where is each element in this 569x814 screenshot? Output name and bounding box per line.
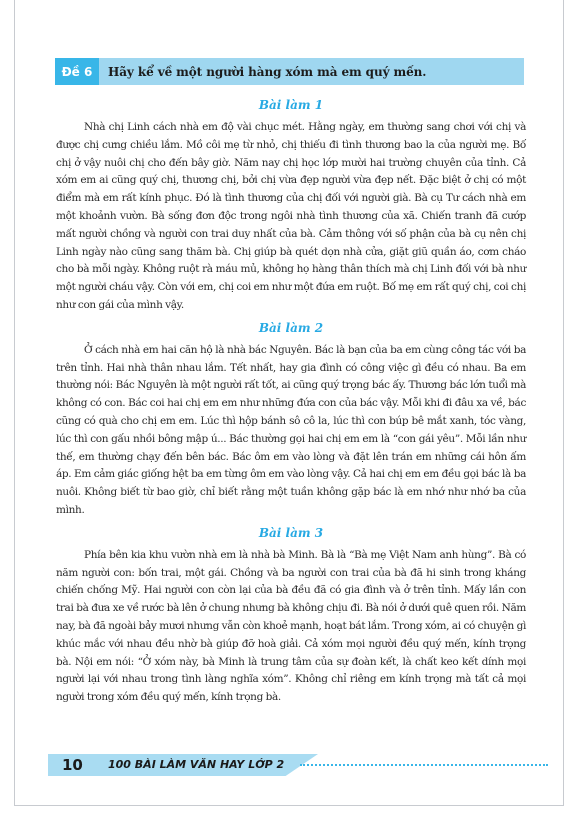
essay-content <box>56 92 526 707</box>
exercise-prompt: Hãy kể về một người hàng xóm mà em quý mến. <box>108 64 427 79</box>
section-paragraph: Phía bên kia khu vườn nhà em là nhà bà Minh. Bà là “Bà mẹ Việt Nam anh hùng”. Bà có năm người con: bốn trai, một gái. Chồng và ba người con trai của bà đã hi sinh trong kháng chiến chống Mỹ. Hai người con còn lại của bà đều đã có gia đình và ở trên tỉnh. Mấy lần con trai bà đưa xe về rước bà lên ở chung nhưng bà không chịu đi. Bà nói ở dưới quê quen rồi. Năm nay, bà đã ngoài bảy mươi nhưng vẫn còn khoẻ mạnh, hoạt bát lắm. Trong xóm, ai có chuyện gì khúc mắc với nhau đều nhờ bà giúp đỡ hoà giải. Cả xóm mọi người đều quý mến, kính trọng bà. Nội em nói: “Ở xóm này, bà Minh là trung tâm của sự đoàn kết, là chất keo kết dính mọi người lại với nhau trong tình làng nghĩa xóm”. Không chỉ riêng em kính trọng mà tất cả mọi người trong xóm đều quý mến, kính trọng bà. <box>56 548 526 704</box>
book-title: 100 BÀI LÀM VĂN HAY LỚP 2 <box>108 758 285 771</box>
section-title: Bài làm 3 <box>258 525 324 540</box>
exercise-header <box>55 58 524 85</box>
section-title: Bài làm 2 <box>258 320 324 335</box>
footer-dotted-rule <box>300 764 548 766</box>
essay-section-2 <box>56 321 526 520</box>
page-footer <box>32 754 552 776</box>
section-paragraph: Ở cách nhà em hai căn hộ là nhà bác Nguyên. Bác là bạn của ba em cùng công tác với ba trên tỉnh. Hai nhà thân nhau lắm. Tết nhất, hay gia đình có công việc gì đều có nhau. Ba em thường nói: Bác Nguyên là một người rất tốt, ai cũng quý trọng bác ấy. Thương bác lớn tuổi mà không có con. Bác coi hai chị em em như những đứa con của bác vậy. Mỗi khi đi đâu xa về, bác cũng có quà cho chị em em. Lúc thì hộp bánh sô cô la, lúc thì con búp bê mắt xanh, tóc vàng, lúc thì con gấu nhồi bông mập ú... Bác thường gọi hai chị em em là “con gái yêu”. Mỗi lần như thế, em thường chạy đến bên bác. Bác ôm em vào lòng và đặt lên trán em những cái hôn ấm áp. Em cảm giác giống hệt ba em từng ôm em vào lòng vậy. Cả hai chị em em đều gọi bác là ba nuôi. Không biết từ bao giờ, chỉ biết rằng một tuần không gặp bác là em nhớ như nhớ ba của mình. <box>56 343 526 516</box>
section-title: Bài làm 1 <box>258 98 324 112</box>
essay-section-1 <box>56 98 526 315</box>
page-number: 10 <box>62 756 83 774</box>
exercise-number-tag: Đề 6 <box>55 58 99 85</box>
section-paragraph: Nhà chị Linh cách nhà em độ vài chục mét. Hằng ngày, em thường sang chơi với chị và được chị cưng chiều lắm. Mồ côi mẹ từ nhỏ, chị thiếu đi tình thương bao la của người mẹ. Bố chị ở vậy nuôi chị cho đến bây giờ. Năm nay chị học lớp mười hai trường chuyên của tỉnh. Cả xóm em ai cũng quý chị, thương chị, bởi chị vừa đẹp người vừa đẹp nết. Đặc biệt ở chị có một điểm mà em rất kính phục. Đó là tình thương của chị đối với người già. Bà cụ Tư cách nhà em một khoảnh vườn. Bà sống đơn độc trong ngôi nhà tình thương của xã. Chiến tranh đã cướp mất người chồng và người con trai duy nhất của bà. Cảm thông với số phận của bà cụ nên chị Linh ngày nào cũng sang thăm bà. Chị giúp bà quét dọn nhà cửa, giặt giũ quần áo, cơm cháo cho bà mỗi ngày. Không ruột rà máu mủ, không họ hàng thân thích mà chị Linh đối với bà như một người cháu vậy. Còn với em, chị coi em như một đứa em ruột. Bố mẹ em rất quý chị, coi chị như con gái của mình vậy. <box>56 121 526 311</box>
essay-section-3 <box>56 526 526 707</box>
